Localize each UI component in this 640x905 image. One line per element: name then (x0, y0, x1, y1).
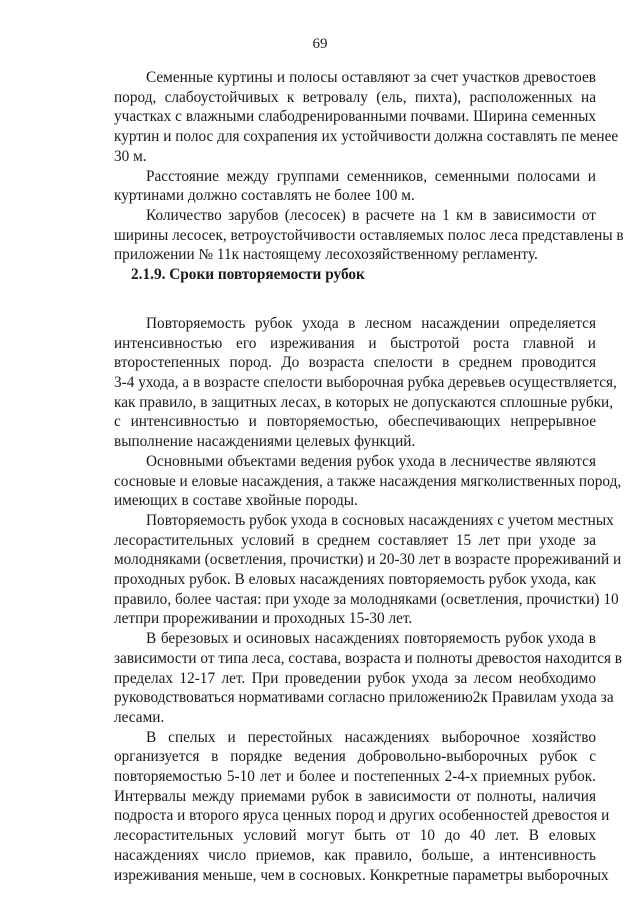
text-line: выполнение насаждениями целевых функций. (114, 433, 416, 451)
text-line: летпри прореживании и проходных 15-30 лет. (114, 610, 413, 628)
paragraph (114, 68, 619, 166)
text-line: подроста и второго яруса ценных пород и других особенностей древостоя и (114, 807, 610, 825)
text-line: ширины лесосек, ветроустойчивости оставляемых полос леса представлены в (114, 226, 624, 244)
text-line: организуется в порядке ведения добровольно-выборочных рубок с (114, 748, 596, 766)
text-line: как правило, в защитных лесах, в которых не допускаются сплошные рубки, (114, 393, 614, 411)
text-line: правило, более частая: при уходе за молодняками (осветления, прочистки) 10 (114, 590, 619, 608)
text-line: лесами. (114, 708, 165, 726)
text-line: куртин и полос для сохрапения их устойчивости должна составлять пе менее (114, 128, 619, 146)
text-line: имеющих в составе хвойные породы. (114, 492, 358, 510)
text-line: 30 м. (114, 147, 147, 165)
text-line: куртинами должно составлять не более 100 м. (114, 187, 415, 205)
text-line: сосновые и еловые насаждения, а также насаждения мягколиственных пород, (114, 472, 622, 490)
text-line: пород, слабоустойчивых к ветровалу (ель, пихта), расположенных на (114, 88, 596, 106)
text-line: изреживания меньше, чем в сосновых. Конкретные параметры выборочных (114, 866, 609, 884)
text-line: Расстояние между группами семенников, семенными полосами и (146, 167, 596, 185)
paragraph (114, 167, 596, 206)
section-heading: 2.1.9. Сроки повторяемости рубок (131, 266, 365, 283)
text-line: проходных рубок. В еловых насаждениях повторяемость рубок ухода, как (114, 571, 596, 589)
text-line: В березовых и осиновых насаждениях повторяемость рубок ухода в (146, 630, 596, 648)
paragraph (114, 206, 624, 265)
text-line: участках с влажными слабодренированными почвами. Ширина семенных (114, 108, 596, 126)
text-line: В спелых и перестойных насаждениях выборочное хозяйство (146, 728, 596, 746)
paragraph (114, 629, 623, 727)
text-line: с интенсивностью и повторяемостью, обеспечивающих непрерывное (114, 413, 596, 431)
paragraph (114, 452, 622, 511)
text-line: приложении № 11к настоящему лесохозяйственному регламенту. (114, 246, 538, 264)
text-line: Основными объектами ведения рубок ухода в лесничестве являются (146, 452, 596, 470)
text-line: интенсивностью его изреживания и быстротой роста главной и (114, 334, 596, 352)
text-line: Количество зарубов (лесосек) в расчете на 1 км в зависимости от (146, 206, 596, 224)
text-line: лесорастительных условий в среднем составляет 15 лет при уходе за (114, 531, 596, 549)
text-line: руководствоваться нормативами согласно приложению2к Правилам ухода за (114, 689, 614, 707)
text-line: повторяемостью 5-10 лет и более и постепенных 2-4-х приемных рубок. (114, 768, 596, 786)
text-line: зависимости от типа леса, состава, возраста и полноты древостоя находится в (114, 649, 623, 667)
text-line: Интервалы между приемами рубок в зависимости от полноты, наличия (114, 787, 596, 805)
text-line: Повторяемость рубок ухода в сосновых насаждениях с учетом местных (146, 512, 614, 529)
text-line: Семенные куртины и полосы оставляют за счет участков древостоев (146, 69, 596, 86)
text-line: второстепенных пород. До возраста спелости в среднем проводится (114, 354, 596, 372)
text-line: лесорастительных условий могут быть от 10 до 40 лет. В еловых (114, 827, 596, 845)
page-number: 69 (312, 36, 328, 52)
paragraph (114, 511, 622, 629)
paragraph (114, 314, 617, 452)
paragraph (114, 728, 610, 886)
text-line: молодняками (осветления, прочистки) и 20-30 лет в возрасте прореживаний и (114, 551, 622, 569)
text-line: Повторяемость рубок ухода в лесном насаждении определяется (146, 315, 596, 332)
text-line: пределах 12-17 лет. При проведении рубок ухода за лесом необходимо (114, 669, 596, 687)
text-line: насаждениях число приемов, как правило, больше, а интенсивность (114, 846, 596, 864)
text-line: 3-4 ухода, а в возрасте спелости выборочная рубка деревьев осуществляется, (114, 374, 617, 392)
